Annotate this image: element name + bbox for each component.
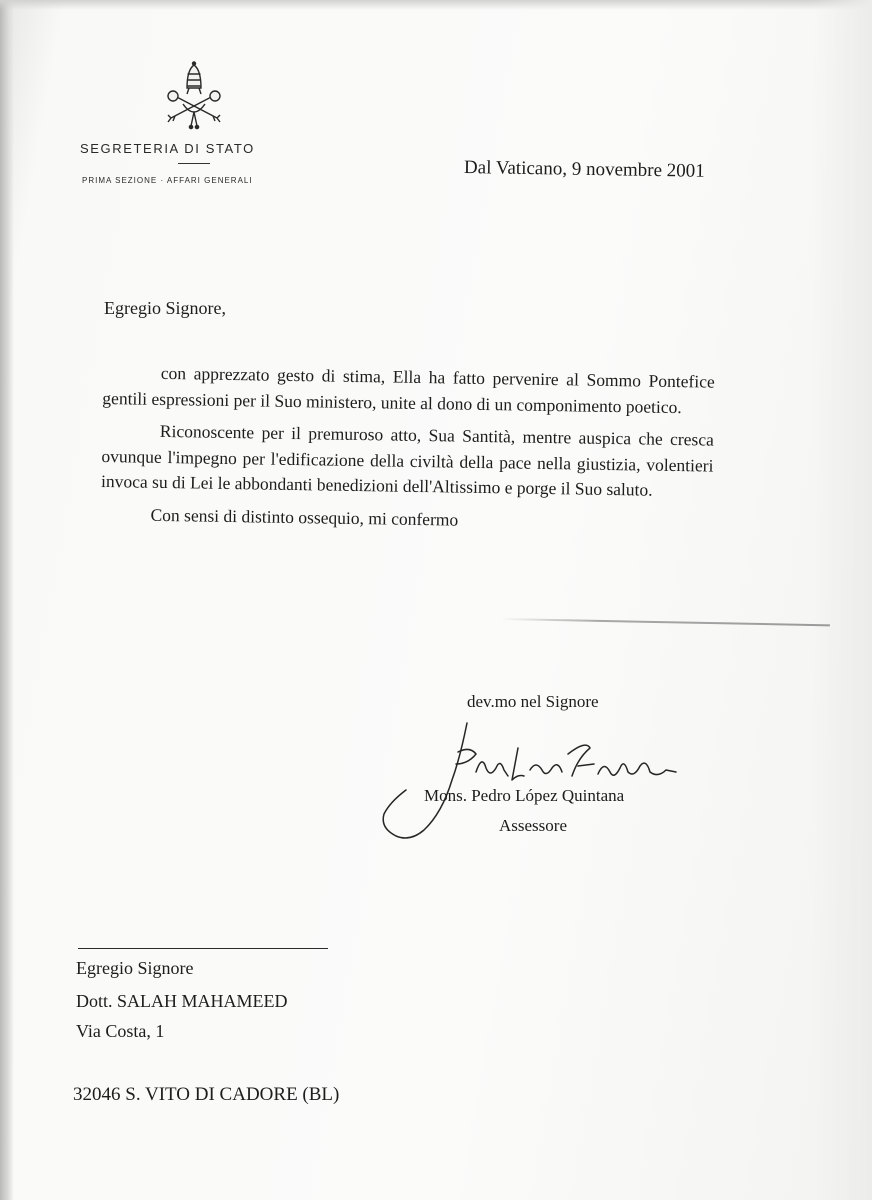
address-recipient: Dott. SALAH MAHAMEED [76,991,288,1011]
papal-coat-of-arms-icon [163,60,225,132]
letterhead-subtitle: PRIMA SEZIONE · AFFARI GENERALI [82,176,253,185]
address-salutation: Egregio Signore [76,958,194,978]
letter-body [100,360,715,544]
signer-role: Assessore [499,816,567,835]
body-paragraph-1: con apprezzato gesto di stima, Ella ha fatto pervenire al Sommo Pontefice gentili espressioni per il Suo ministero, unite al dono di un componimento poetico. [102,362,715,417]
closing-line: Con sensi di distinto ossequio, mi confermo [150,504,459,530]
signer-name: Mons. Pedro López Quintana [424,786,625,805]
paper-edge-left [0,0,14,1200]
address-divider [78,948,328,949]
body-paragraph-2: Riconoscente per il premuroso atto, Sua Santità, mentre auspica che cresca ovunque l'impegno per l'edificazione della civiltà della pace nella giustizia, volentieri invoca su di Lei le abbondanti benedizioni dell'Altissimo e porge il Suo saluto. [100,420,714,500]
letterhead-divider [178,163,210,164]
address-street: Via Costa, 1 [76,1021,165,1041]
salutation: Egregio Signore, [104,298,226,318]
paper-edge-top [0,0,872,10]
paper-edge-right [812,0,872,1200]
valediction: dev.mo nel Signore [467,692,599,711]
dateline: Dal Vaticano, 9 novembre 2001 [463,157,705,182]
address-city-line: 32046 S. VITO DI CADORE (BL) [73,1084,340,1105]
letterhead-title: SEGRETERIA DI STATO [80,141,255,156]
paper-fold-line [500,618,830,626]
